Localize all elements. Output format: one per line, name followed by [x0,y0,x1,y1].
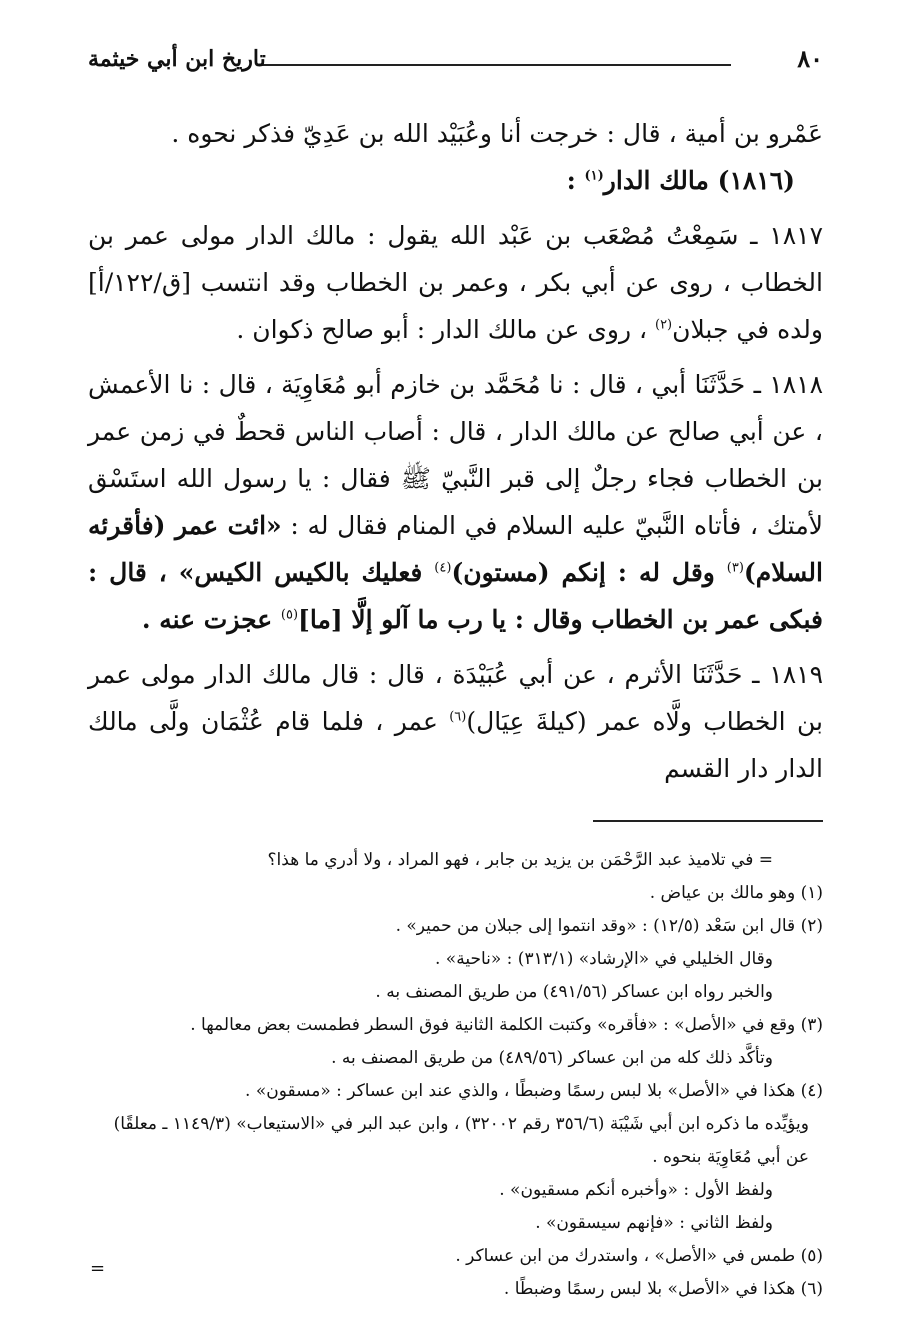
footnote-6: (٦) هكذا في «الأصل» بلا لبس رسمًا وضبطًا . [503,1279,823,1299]
footnote-ref-2: (٢) [654,317,673,333]
header-rule [260,64,731,66]
footnote-ref-4: (٤) [434,560,452,576]
footnote-ref-3: (٣) [726,560,744,576]
footnote-3: (٣) وقع في «الأصل» : «فأقره» وكتبت الكلمة الثانية فوق السطر فطمست بعض معالمها . [190,1015,823,1035]
footnote-4-line: ولفظ الثاني : «فإنهم سيسقون» . [535,1213,773,1233]
continuation-mark: = [90,1258,106,1279]
main-text [88,110,823,792]
footnotes [88,844,823,1306]
footnote-ref-5: (٥) [280,607,299,623]
footnote-4: (٤) هكذا في «الأصل» بلا لبس رسمًا وضبطًا ، والذي عند ابن عساكر : «مسقون» . [245,1081,823,1101]
footnote-2: (٢) قال ابن سَعْد (١٢/٥) : «وقد انتموا إلى جبلان من حمير» . [395,916,823,936]
paragraph-1817: ١٨١٧ ـ سَمِعْتُ مُصْعَب بن عَبْد الله يقول : مالك الدار مولى عمر بن الخطاب ، روى عن أبي بكر ، وعمر بن الخطاب وقد انتسب [ق/١٢٢/أ] ولده في جبلان$^{(٢)}$ ، روى عن مالك الدار : أبو صالح ذكوان . [88,221,823,344]
footnote-5: (٥) طمس في «الأصل» ، واستدرك من ابن عساكر . [455,1246,823,1266]
footnote-divider [593,820,823,822]
footnote-3-line: وتأكَّد ذلك كله من ابن عساكر (٤٨٩/٥٦) من طريق المصنف به . [331,1048,773,1068]
footnote-2-line: وقال الخليلي في «الإرشاد» (٣١٣/١) : «ناحية» . [435,949,773,969]
footnote-ref-6: (٦) [449,709,467,725]
page-header [88,40,823,80]
footnote-ref-1: (١) [584,168,604,184]
footnote-4-line: ويؤيِّده ما ذكره ابن أبي شَيْبَة (٣٥٦/٦ رقم ٣٢٠٠٢) ، وابن عبد البر في «الاستيعاب» (١١٤٩/٣ ـ معلقًا) عن أبي مُعَاوِيَة بنحوه . [113,1114,809,1167]
footnote-4-line: ولفظ الأول : «وأخبره أنكم مسقيون» . [499,1180,773,1200]
paragraph-1818: ١٨١٨ ـ حَدَّثَنَا أبي ، قال : نا مُحَمَّد بن خازم أبو مُعَاوِيَة ، قال : نا الأعمش ، عن أبي صالح عن مالك الدار ، قال : أصاب الناس قحطٌ في زمن عمر بن الخطاب فجاء رجلٌ إلى قبر النَّبيّ ﷺ فقال : يا رسول الله استَسْق لأمتك ، فأتاه النَّبيّ عليه السلام في المنام فقال له : «ائت عمر (فأقرئه السلام)$^{(٣)}$ وقل له : إنكم (مستون)$^{(٤)}$ فعليك بالكيس الكيس» ، قال : فبكى عمر بن الخطاب وقال : يا رب ما آلو إلَّا [ما]$^{(٥)}$ عجزت عنه . [88,370,823,634]
footnote-2-line: والخبر رواه ابن عساكر (٤٩١/٥٦) من طريق المصنف به . [375,982,773,1002]
paragraph-continuation: عَمْرو بن أمية ، قال : خرجت أنا وعُبَيْد الله بن عَدِيّ فذكر نحوه . [171,119,823,148]
book-title: تاريخ ابن أبي خيثمة [88,46,266,72]
entry-heading-1816: (١٨١٦) مالك الدار$^{(١)}$ : [566,166,795,195]
footnote-1: (١) وهو مالك بن عياض . [649,883,823,903]
document-page [88,40,823,1306]
paragraph-1819: ١٨١٩ ـ حَدَّثَنَا الأثرم ، عن أبي عُبَيْدَة ، قال : قال مالك الدار مولى عمر بن الخطاب ولَّاه عمر (كيلةَ عِيَال)$^{(٦)}$ عمر ، فلما قام عُثْمَان ولَّى مالك الدار دار القسم [88,660,823,783]
page-number: ٨٠ [797,44,823,73]
footnote-continuation: = في تلاميذ عبد الرَّحْمَن بن يزيد بن جابر ، فهو المراد ، ولا أدري ما هذا؟ [267,850,773,870]
